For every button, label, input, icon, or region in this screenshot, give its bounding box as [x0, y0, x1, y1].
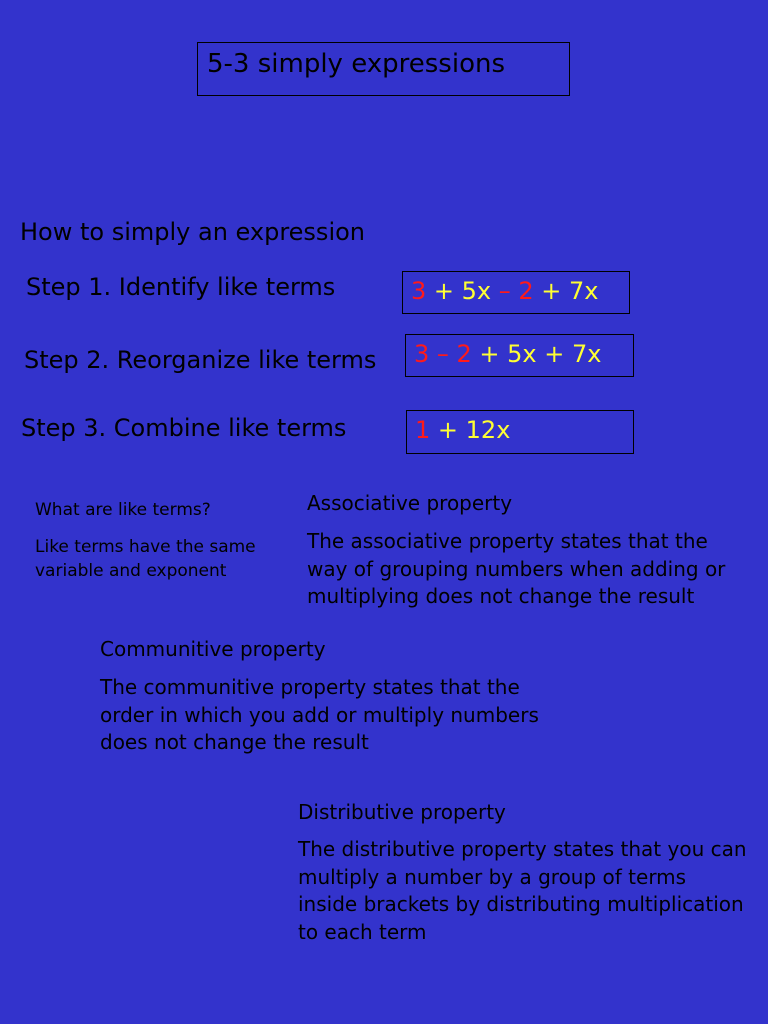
expression-term: + 5x + 7x: [471, 340, 602, 368]
expression-term: 3: [411, 277, 427, 305]
step-2-expression: [414, 340, 601, 368]
step-2-expression-box: [405, 334, 634, 377]
communitive-property-body: The communitive property states that the order in which you add or multiply numbers does not change the result: [100, 675, 539, 754]
expression-term: 3 – 2: [414, 340, 472, 368]
step-3-expression-box: [406, 410, 634, 454]
distributive-property-body: The distributive property states that you can multiply a number by a group of terms inside brackets by distributing multiplication to each term: [298, 837, 747, 944]
expression-term: 1: [415, 416, 431, 444]
expression-term: + 5x: [426, 277, 499, 305]
expression-term: + 7x: [533, 277, 599, 305]
expression-term: – 2: [498, 277, 534, 305]
page-title: 5-3 simply expressions: [207, 49, 505, 79]
distributive-property-title: Distributive property: [298, 800, 506, 824]
like-terms-question: What are like terms?: [35, 500, 211, 520]
title-box: [197, 42, 570, 96]
section-heading: How to simply an expression: [20, 218, 365, 246]
step-1-label: Step 1. Identify like terms: [26, 273, 336, 301]
associative-property-body: The associative property states that the way of grouping numbers when adding or multiplying does not change the result: [307, 529, 726, 608]
step-1-expression: [411, 277, 599, 305]
expression-term: + 12x: [430, 416, 511, 444]
step-3-expression: [415, 416, 510, 444]
associative-property-title: Associative property: [307, 491, 513, 515]
step-1-expression-box: [402, 271, 630, 314]
step-3-label: Step 3. Combine like terms: [21, 414, 347, 442]
step-2-label: Step 2. Reorganize like terms: [24, 346, 377, 374]
communitive-property-title: Communitive property: [100, 637, 326, 661]
like-terms-answer: Like terms have the same variable and exponent: [35, 537, 256, 581]
